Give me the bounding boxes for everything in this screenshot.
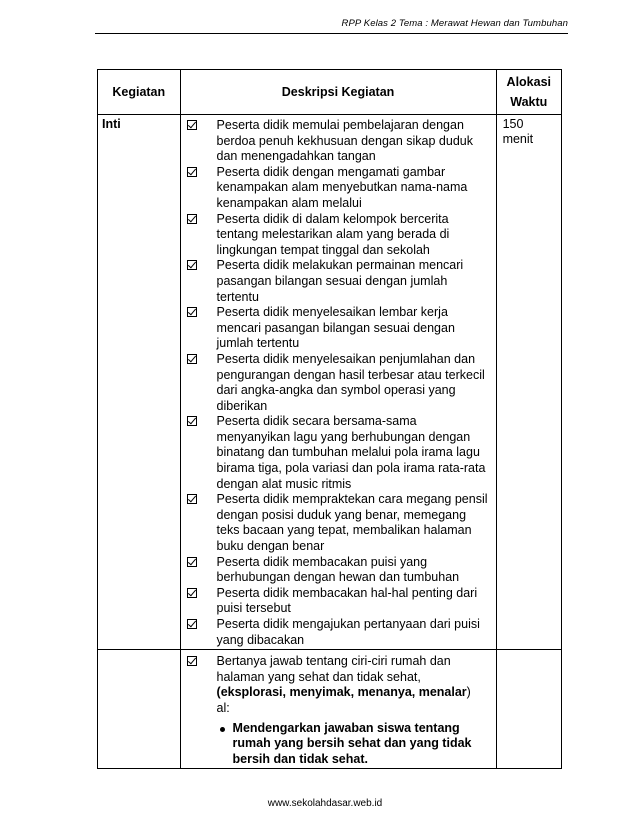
sub-list-item [217,721,488,768]
list-item-text: Peserta didik membacakan puisi yang berhubungan dengan hewan dan tumbuhan [216,554,460,585]
activity-type-close: ) [466,685,471,700]
description-cell [180,650,496,769]
header-alokasi-waktu [496,70,561,115]
checkbox-icon [187,307,197,317]
list-item [181,654,488,767]
time-allocation-cell [496,115,561,650]
list-item [181,352,488,414]
kegiatan-cell: Inti [98,115,181,650]
question-text: Bertanya jawab tentang ciri-ciri rumah dan halaman yang sehat dan tidak sehat, [216,654,451,684]
checkbox-icon [187,354,197,364]
checkbox-icon [187,120,197,130]
list-item-text: Peserta didik secara bersama-sama menyanyikan lagu yang berhubungan dengan binatang dan tumbuhan melalui pola irama lagu birama tiga, pola variasi dan pola irama rata-rata dengan alat music ritmis [216,414,486,491]
time-unit: menit [502,132,534,146]
time-value: 150 [502,117,524,131]
list-item [181,165,488,212]
sub-list [217,721,488,768]
activity-list [181,654,488,767]
activity-type: (eksplorasi, menyimak, menanya, menalar [216,685,467,700]
question-tail: al: [216,700,230,715]
list-item-text: Peserta didik melakukan permainan mencari pasangan bilangan sesuai dengan jumlah tertentu [216,258,464,304]
header-divider [95,33,568,34]
time-allocation-cell-empty [496,650,561,769]
list-item-text: Peserta didik di dalam kelompok bercerita tentang melestarikan alam yang berada di lingkungan tempat tinggal dan sekolah [216,211,450,257]
checkbox-icon [187,167,197,177]
list-item [181,258,488,305]
list-item [181,586,488,617]
bullet-icon [220,727,225,732]
page-header: RPP Kelas 2 Tema : Merawat Hewan dan Tumbuhan [341,18,568,29]
table-header-row [98,70,562,115]
list-item-text: Peserta didik memulai pembelajaran dengan berdoa penuh kekhusuan dengan sikap duduk dan menengadahkan tangan [216,118,473,164]
list-item [181,305,488,352]
header-waktu: Waktu [510,95,548,109]
checkbox-icon [187,494,197,504]
checkbox-icon [187,588,197,598]
activity-table [97,69,562,769]
checkbox-icon [187,260,197,270]
list-item-text: Peserta didik menyelesaikan lembar kerja mencari pasangan bilangan sesuai dengan jumlah tertentu [216,305,455,351]
checkbox-icon [187,656,197,666]
checkbox-icon [187,557,197,567]
checkbox-icon [187,214,197,224]
activity-list [181,118,488,648]
header-kegiatan: Kegiatan [98,70,181,115]
list-item [181,118,488,165]
table-row [98,115,562,650]
list-item-text: Peserta didik dengan mengamati gambar kenampakan alam menyebutkan nama-nama kenampakan alam melalui [216,164,468,210]
checkbox-icon [187,619,197,629]
checkbox-icon [187,416,197,426]
list-item-text: Peserta didik menyelesaikan penjumlahan dan pengurangan dengan hasil terbesar atau terkecil dari angka-angka dan symbol operasi yang diberikan [216,351,485,413]
header-alokasi: Alokasi [506,75,552,89]
footer-url: www.sekolahdasar.web.id [267,798,383,809]
list-item [181,555,488,586]
sub-item-text: Mendengarkan jawaban siswa tentang rumah yang bersih sehat dan yang tidak bersih dan tidak sehat. [232,720,472,766]
list-item [181,212,488,259]
list-item-text: Peserta didik mengajukan pertanyaan dari puisi yang dibacakan [216,617,480,647]
list-item-text: Peserta didik mempraktekan cara megang pensil dengan posisi duduk yang benar, memegang teks bacaan yang tepat, membalikan halaman buku dengan benar [216,492,488,554]
list-item [181,414,488,492]
list-item-text: Peserta didik membacakan hal-hal penting dari puisi tersebut [216,585,478,616]
table-row [98,650,562,769]
list-item [181,617,488,648]
kegiatan-cell-empty [98,650,181,769]
list-item [181,492,488,554]
description-cell [180,115,496,650]
header-deskripsi: Deskripsi Kegiatan [180,70,496,115]
